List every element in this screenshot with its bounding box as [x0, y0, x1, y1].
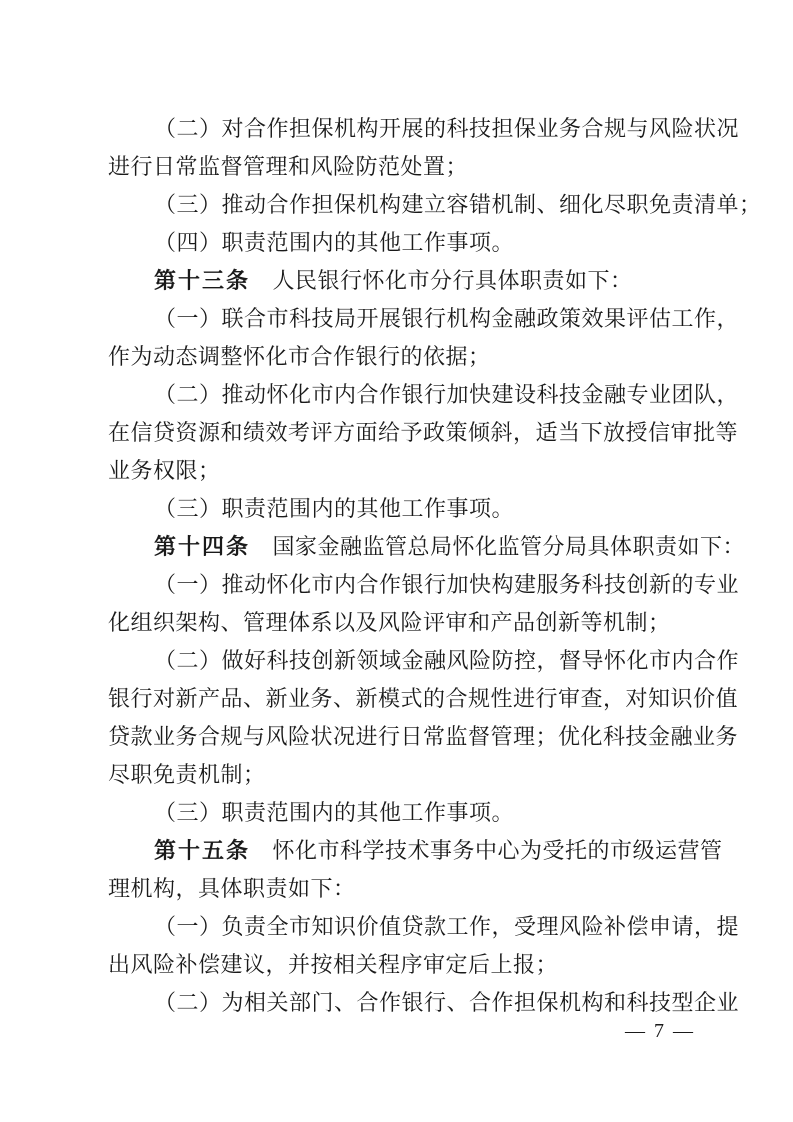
line-text: 怀化市科学技术事务中心为受托的市级运营管: [250, 838, 723, 863]
text-line: [108, 566, 740, 604]
text-line: [108, 110, 740, 148]
text-line: [108, 984, 740, 1022]
line-text: 进行日常监督管理和风险防范处置；: [108, 154, 469, 179]
line-text: （一）推动怀化市内合作银行加快构建服务科技创新的专业: [154, 572, 740, 597]
line-text: （二）为相关部门、合作银行、合作担保机构和科技型企业: [154, 990, 740, 1015]
article-heading-line: [108, 262, 700, 300]
text-line: [108, 604, 700, 642]
line-text: （一）联合市科技局开展银行机构金融政策效果评估工作，: [154, 306, 740, 331]
line-text: （三）职责范围内的其他工作事项。: [154, 800, 515, 825]
text-line: [108, 794, 700, 832]
line-text: 作为动态调整怀化市合作银行的依据；: [108, 344, 491, 369]
line-text: （三）推动合作担保机构建立容错机制、细化尽职免责清单；: [154, 192, 762, 217]
text-line: [108, 300, 740, 338]
line-text: 尽职免责机制；: [108, 762, 266, 787]
line-text: （一）负责全市知识价值贷款工作，受理风险补偿申请，提: [154, 914, 740, 939]
text-line: [108, 908, 740, 946]
text-line: [108, 680, 739, 718]
article-heading-line: [108, 528, 746, 566]
text-line: [108, 490, 700, 528]
text-line: [108, 756, 700, 794]
text-line: [108, 414, 739, 452]
document-body: [108, 110, 762, 1022]
article-heading-line: [108, 832, 723, 870]
page-number: [625, 1020, 695, 1043]
page-number-text: — 7 —: [625, 1020, 695, 1042]
line-text: 业务权限；: [108, 458, 221, 483]
text-line: [108, 642, 740, 680]
line-text: （二）做好科技创新领域金融风险防控，督导怀化市内合作: [154, 648, 740, 673]
line-text: 化组织架构、管理体系以及风险评审和产品创新等机制；: [108, 610, 671, 635]
line-text: （四）职责范围内的其他工作事项。: [154, 230, 515, 255]
article-number: 第十四条: [154, 534, 251, 559]
text-line: [108, 148, 700, 186]
text-line: [108, 338, 700, 376]
line-text: （二）对合作担保机构开展的科技担保业务合规与风险状况: [154, 116, 740, 141]
line-text: （三）职责范围内的其他工作事项。: [154, 496, 515, 521]
line-text: 贷款业务合规与风险状况进行日常监督管理；优化科技金融业务: [108, 724, 739, 749]
text-line: [108, 452, 700, 490]
article-number: 第十五条: [154, 838, 251, 863]
text-line: [108, 224, 700, 262]
text-line: [108, 718, 739, 756]
text-line: [108, 946, 700, 984]
line-text: 国家金融监管总局怀化监管分局具体职责如下：: [250, 534, 746, 559]
text-line: [108, 376, 740, 414]
line-text: 银行对新产品、新业务、新模式的合规性进行审查，对知识价值: [108, 686, 739, 711]
line-text: 理机构，具体职责如下：: [108, 876, 356, 901]
line-text: 在信贷资源和绩效考评方面给予政策倾斜，适当下放授信审批等: [108, 420, 739, 445]
text-line: [108, 870, 700, 908]
text-line: [108, 186, 762, 224]
line-text: 出风险补偿建议，并按相关程序审定后上报；: [108, 952, 559, 977]
line-text: 人民银行怀化市分行具体职责如下：: [250, 268, 633, 293]
line-text: （二）推动怀化市内合作银行加快建设科技金融专业团队，: [154, 382, 740, 407]
article-number: 第十三条: [154, 268, 251, 293]
